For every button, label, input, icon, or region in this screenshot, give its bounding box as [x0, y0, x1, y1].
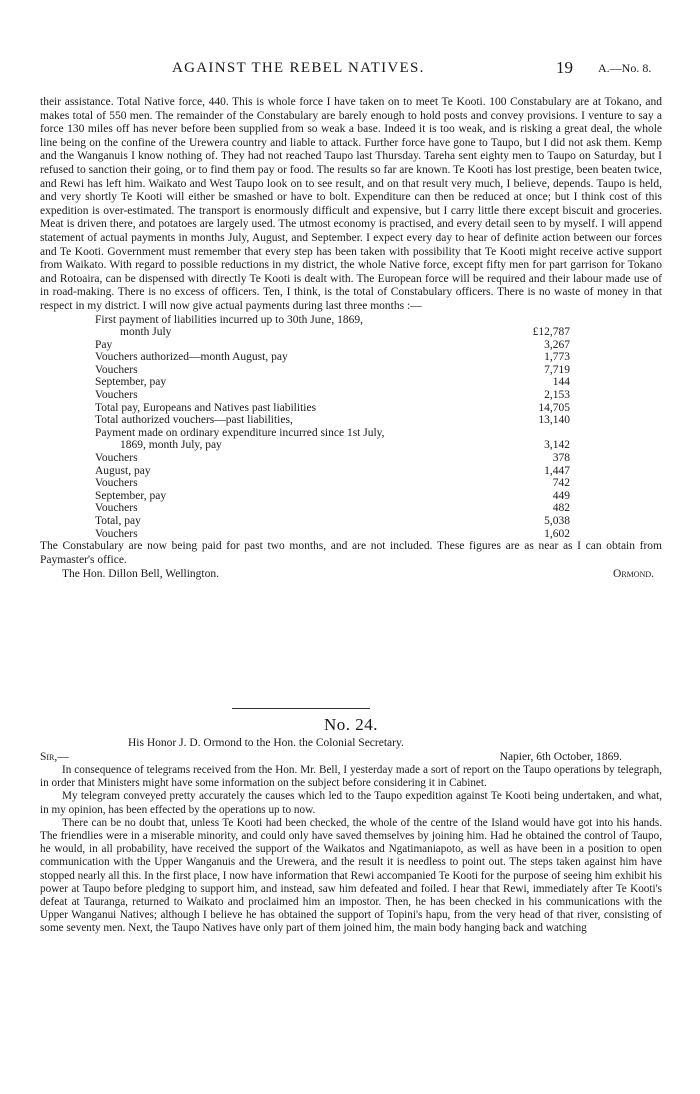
payment-amount: 742	[552, 477, 570, 490]
payments-table	[40, 314, 662, 541]
payment-row	[40, 364, 662, 377]
payment-row	[40, 376, 662, 389]
payment-row	[40, 414, 662, 427]
payment-label: Vouchers	[95, 363, 138, 376]
payment-amount: 482	[552, 502, 570, 515]
body-text	[40, 96, 662, 581]
payment-label: Pay	[95, 338, 113, 351]
payment-amount: 1,602	[544, 527, 570, 540]
payment-amount: 2,153	[544, 389, 570, 402]
payment-row	[40, 528, 662, 541]
payment-amount: 378	[552, 452, 570, 465]
sender-line: His Honor J. D. Ormond to the Hon. the Colonial Secretary.	[128, 737, 404, 749]
signoff	[40, 567, 662, 581]
payment-amount: 1,773	[544, 351, 570, 364]
payment-label: Vouchers	[95, 477, 138, 490]
payment-amount: 7,719	[544, 363, 570, 376]
payment-label: Total pay, Europeans and Natives past liabilities	[95, 401, 317, 414]
payment-row	[40, 402, 662, 415]
payment-amount: 144	[552, 376, 570, 389]
payment-row	[40, 465, 662, 478]
payment-amount: 1,447	[544, 464, 570, 477]
payment-amount: 3,142	[544, 439, 570, 452]
payment-row	[40, 452, 662, 465]
payment-row	[40, 326, 662, 339]
section-divider	[232, 708, 370, 709]
payment-amount: £12,787	[532, 326, 570, 339]
letter-paragraph: My telegram conveyed pretty accurately the causes which led to the Taupo expedition against Te Kooti being undertaken, and what, in my opinion, has been effected by the operations up to now.	[40, 790, 662, 816]
payment-label: Total authorized vouchers—past liabilities,	[95, 414, 293, 427]
payment-row	[40, 351, 662, 364]
payment-amount: 3,267	[544, 338, 570, 351]
payment-label: First payment of liabilities incurred up to 30th June, 1869,	[95, 313, 363, 326]
document-reference: A.—No. 8.	[598, 61, 652, 75]
payment-label: month July	[120, 326, 172, 339]
payment-row	[40, 477, 662, 490]
payment-row	[40, 439, 662, 452]
payment-label: Vouchers authorized—month August, pay	[95, 351, 288, 364]
intro-paragraph: their assistance. Total Native force, 440. This is whole force I have taken on to meet Te Kooti. 100 Constabulary are at Tokano, and makes total of 550 men. The remainder of the Constabulary are barely enough to hold posts and convey provisions. I venture to say a force 130 miles off has never before been supplied from so weak a base. Indeed it is too weak, and is risking a great deal, the whole line being on the confine of the Urewera country and liable to attack. Further force have gone to Taupo, but I did not ask them. Kemp and the Wanganuis I know nothing of. They had not reached Taupo last Thursday. Tareha sent eighty men to Taupo on Saturday, but I refused to sanction their going, or to find them pay or food. The results so far are known. Te Kooti has lost prestige, been beaten twice, and Rewi has left him. Waikato and West Taupo look on to see result, and on that result very much, I believe, depends. Taupo is held, and very shortly Te Kooti will either be smashed or have to bolt. Expenditure can then be reduced at once; but I think cost of this expedition is over-estimated. The transport is enormously difficult and expensive, but I carry little there except biscuit and groceries. Meat is driven there, and potatoes are largely used. The utmost economy is practised, and every detail seen to by myself. I will append statement of actual payments in months July, August, and September. I expect every day to hear of definite action between our forces and Te Kooti. Government must remember that every step has been taken with possibility that Te Kooti might receive active support from Waikato. With regard to possible reductions in my district, the whole Native force, except fifty men for part garrison for Tokano and Rotoaira, can be dispensed with directly Te Kooti is dealt with. The European force will be required and their labour made use of in road-making. There is no excess of officers. Ten, I think, is the total of Constabulary officers. There is no waste of money in that respect in my district. I will now give actual payments during last three months :—	[40, 96, 662, 312]
payment-row	[40, 490, 662, 503]
place-date: Napier, 6th October, 1869.	[499, 751, 622, 763]
payment-label: Total, pay	[95, 515, 141, 527]
document-no-24	[40, 713, 662, 936]
payment-label: Payment made on ordinary expenditure incurred since 1st July,	[95, 426, 385, 439]
payment-label: Vouchers	[95, 527, 138, 540]
page-number: 19	[556, 58, 573, 77]
payment-label: Vouchers	[95, 452, 138, 465]
letter-paragraph: There can be no doubt that, unless Te Kooti had been checked, the whole of the centre of the Island would have got into his hands. The friendlies were in a miserable minority, and could only have saved themselves by joining him. Had he obtained the control of Taupo, he would, in all probability, have received the support of the Waikatos and Ngatimaniapoto, as well as have been in a position to open communication with the Upper Wanganuis and the Urewera, and the result it is needless to point out. The steps taken against him have stopped nearly all this. In the first place, I now have information that Rewi accompanied Te Kooti for the purpose of seeing him exhibit his power at Taupo before pledging to support him, and instead, saw him defeated and foiled. I hear that Rewi, immediately after Te Kooti's defeat at Tauranga, returned to Waikato and proclaimed him an impostor. Then, he has been checked in his communications with the Upper Wanganui Natives; although I believe he has obtained the support of Topini's hapu, from the very head of that river, consisting of some seventy men. Next, the Taupo Natives have only part of them joined him, the main body hanging back and watching	[40, 816, 662, 935]
payment-label: August, pay	[95, 464, 151, 477]
payment-amount: 14,705	[538, 401, 570, 414]
document-number: No. 24.	[323, 715, 379, 734]
payment-label: September, pay	[95, 376, 167, 389]
payment-label: 1869, month July, pay	[120, 439, 222, 452]
payment-row	[40, 515, 662, 528]
signature: Ormond.	[613, 568, 654, 581]
payment-amount: 449	[552, 489, 570, 502]
payment-row	[40, 502, 662, 515]
running-title: AGAINST THE REBEL NATIVES.	[172, 60, 425, 76]
salutation-row	[40, 750, 662, 764]
page-header	[0, 60, 700, 80]
payment-label: September, pay	[95, 489, 167, 502]
letter-body	[40, 764, 662, 936]
closing-paragraph: The Constabulary are now being paid for past two months, and are not included. These figures are as near as I can obtain from Paymaster's office.	[40, 540, 662, 566]
payment-label: Vouchers	[95, 502, 138, 515]
payment-amount: 13,140	[538, 414, 570, 427]
payment-label: Vouchers	[95, 389, 138, 402]
salutation: Sir,—	[40, 751, 69, 763]
letter-paragraph: In consequence of telegrams received from the Hon. Mr. Bell, I yesterday made a sort of report on the Taupo operations by telegraph, in order that Ministers might have some information on the subject before considering it in Cabinet.	[40, 764, 662, 790]
payment-row	[40, 339, 662, 352]
payment-row	[40, 389, 662, 402]
addressee: The Hon. Dillon Bell, Wellington.	[62, 568, 219, 581]
payment-row	[40, 314, 662, 327]
payment-row	[40, 427, 662, 440]
payment-amount: 5,038	[544, 515, 570, 527]
